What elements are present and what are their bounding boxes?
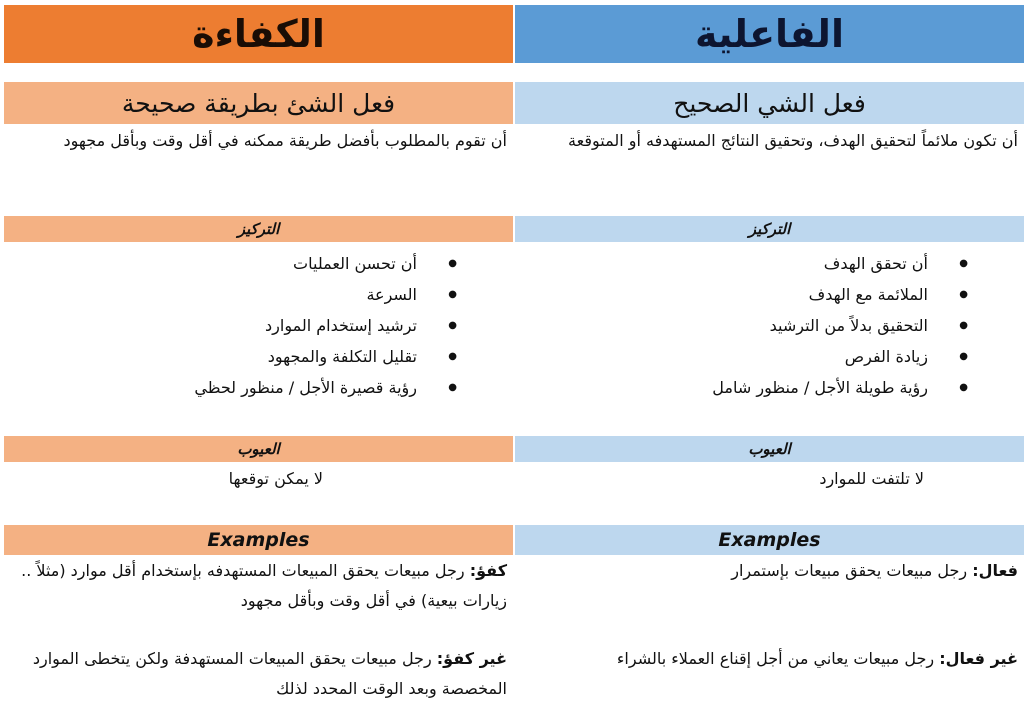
efficiency-column [4, 0, 513, 708]
inefficient-example-text: رجل مبيعات يحقق المبيعات المستهدفة ولكن يتخطى الموارد المخصصة وبعد الوقت المحدد لذلك [32, 649, 507, 698]
effectiveness-title: الفاعلية [515, 5, 1024, 63]
list-item: ● ترشيد إستخدام الموارد [194, 310, 457, 341]
efficiency-example-2 [10, 644, 507, 704]
effectiveness-flaws-header: العيوب [515, 436, 1024, 462]
efficiency-flaws-header: العيوب [4, 436, 513, 462]
efficiency-definition: أن تقوم بالمطلوب بأفضل طريقة ممكنه في أقل وقت وبأقل مجهود [63, 131, 507, 150]
efficiency-subtitle: فعل الشئ بطريقة صحيحة [4, 82, 513, 124]
list-item: ● أن تحسن العمليات [194, 248, 457, 279]
list-item: ● رؤية قصيرة الأجل / منظور لحظي [194, 372, 457, 403]
effectiveness-definition: أن تكون ملائماً لتحقيق الهدف، وتحقيق النتائج المستهدفه أو المتوقعة [568, 131, 1018, 150]
effectiveness-example-1 [521, 556, 1018, 586]
effectiveness-examples-header: Examples [515, 525, 1024, 555]
list-item: ● تقليل التكلفة والمجهود [194, 341, 457, 372]
ineffective-example-text: رجل مبيعات يعاني من أجل إقناع العملاء بالشراء [616, 649, 935, 668]
effectiveness-flaws-text: لا تلتفت للموارد [819, 469, 924, 488]
effectiveness-focus-list [712, 248, 968, 403]
list-item: ● رؤية طويلة الأجل / منظور شامل [712, 372, 968, 403]
efficiency-example-1 [10, 556, 507, 616]
efficiency-focus-list [194, 248, 457, 403]
efficient-example-text: رجل مبيعات يحقق المبيعات المستهدفه بإستخدام أقل موارد (مثلاً .. زيارات بيعية) في أقل وقت وبأقل مجهود [21, 561, 507, 610]
inefficient-keyword: غير كفؤ: [436, 649, 507, 668]
effectiveness-example-2 [521, 644, 1018, 674]
efficiency-focus-header: التركيز [4, 216, 513, 242]
effectiveness-subtitle: فعل الشي الصحيح [515, 82, 1024, 124]
list-item: ● زيادة الفرص [712, 341, 968, 372]
efficiency-title: الكفاءة [4, 5, 513, 63]
effectiveness-column [515, 0, 1024, 708]
list-item: ● أن تحقق الهدف [712, 248, 968, 279]
efficiency-flaws-text: لا يمكن توقعها [228, 469, 323, 488]
effective-keyword: فعال: [972, 561, 1018, 580]
list-item: ● الملائمة مع الهدف [712, 279, 968, 310]
effectiveness-focus-header: التركيز [515, 216, 1024, 242]
list-item: ● التحقيق بدلاً من الترشيد [712, 310, 968, 341]
efficiency-examples-header: Examples [4, 525, 513, 555]
efficient-keyword: كفؤ: [469, 561, 507, 580]
list-item: ● السرعة [194, 279, 457, 310]
ineffective-keyword: غير فعال: [939, 649, 1018, 668]
effective-example-text: رجل مبيعات يحقق مبيعات بإستمرار [731, 561, 968, 580]
